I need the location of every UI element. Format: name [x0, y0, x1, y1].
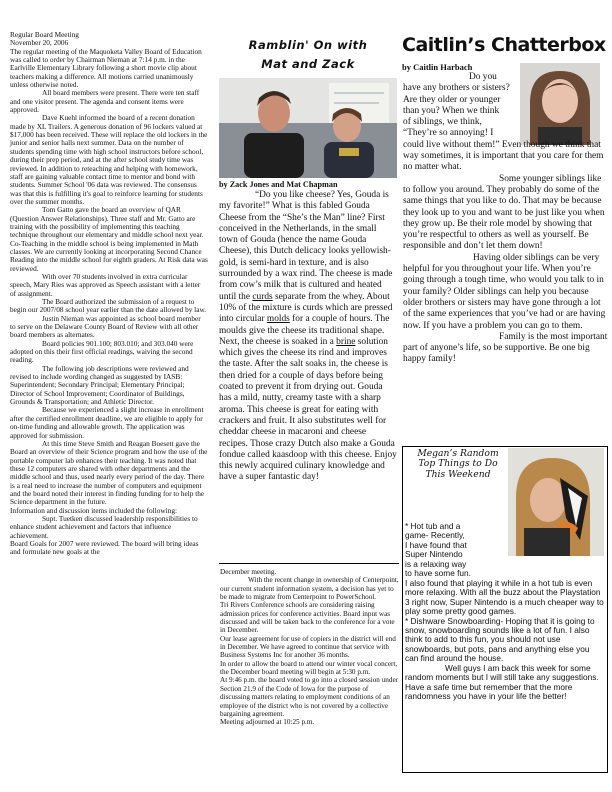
board-meeting-paragraph: Board policies 901.100; 803.010; and 303.040 were adopted on this their first official readings, waiving the second reading. [10, 338, 194, 365]
board-meeting-date: November 20, 2006 [10, 38, 69, 48]
chatterbox-line: “They’re so annoying! I [403, 128, 494, 139]
ramblin-heading [218, 36, 398, 74]
top-things-line: game- Recently, [405, 530, 465, 541]
board-meeting-column [10, 31, 208, 557]
december-paragraph: In order to allow the board to attend our winter vocal concert, the December board meeting will begin at 5:30 p.m. [220, 659, 398, 677]
top-things-title-line: This Weekend [425, 468, 491, 480]
board-meeting-paragraph: Tom Gatto gave the board an overview of QAR (Question Answer Relationships). Three staff and Mr. Gatto are training with the possibility of implementing this teaching technique throughout our elementary and middle school next year. Co-Teaching in the middle school is being implemented in Math classes. We are currently looking at incorporating Second Chance Reading into the middle school for eighth graders. At Risk data was reviewed. [10, 205, 208, 273]
board-meeting-paragraph: With over 70 students involved in extra curricular speech, Mary Ries was approved as Speech assistant with a letter of assignment. [10, 271, 201, 298]
top-things-paragraph: I also found that playing it while in a hot tub is even more relaxing. With all the buzz about the Playstation 3 right now, Super Nintendo is a much cheaper way to play some pretty good games. [405, 577, 604, 617]
ramblin-byline: by Zack Jones and Mat Chapman [219, 180, 338, 189]
top-things-line: Super Nintendo [405, 549, 463, 560]
top-things-line: I have found that [405, 539, 467, 550]
board-meeting-title: Regular Board Meeting [10, 30, 79, 39]
underlined-term: brine [336, 336, 356, 347]
top-things-line: is a relaxing way [405, 558, 467, 569]
top-things-text [405, 522, 605, 702]
chatterbox-line: have any brothers or sisters? [403, 83, 510, 94]
chatterbox-byline: by Caitlin Harbach [402, 62, 473, 72]
article-text-segment: separate from the whey. About 10% of the mixture is curds which are pressed into circular [219, 291, 393, 325]
board-meeting-paragraph: Because we experienced a slight increase in enrollment after the certified enrollment deadline, we are eligible to apply for on-time funding and allowable growth. The application was approved for submission. [10, 405, 204, 440]
underlined-term: molds [266, 314, 290, 325]
december-paragraph: With the recent change in ownership of Centerpoint, our current student information system, a decision has yet to be made to migrate from Centerpoint to PowerSchool. [220, 576, 399, 602]
december-column [220, 568, 400, 727]
chatterbox-paragraph: Having older siblings can be very helpful for you throughout your life. When you’re going through a tough time, who would you talk to in your family? Older siblings can help you because older brothers or sisters may have gone through a lot of the same experiences that you’ve had or are having now. If you have a problem you can go to them. [403, 252, 606, 331]
top-things-title-line: Top Things to Do [418, 458, 498, 470]
top-things-title-line: Megan’s Random [417, 448, 499, 459]
top-things-line: * Hot tub and a [405, 521, 461, 531]
board-meeting-paragraph: The Board authorized the submission of a request to begin our 2007/08 school year earlier than the date allowed by law. [10, 297, 207, 315]
board-meeting-paragraph: Dave Kuehl informed the board of a recent donation made by XL Trailers. A generous donation of 96 lockers valued at $17,000 has been received. These will replace the old lockers in the junior and senior halls next summer. Data on the number of students spending time with high school instructors before school, during their prep period, and at the after school study time was reviewed. In addition to reteaching and helping with homework, staff are gaining valuable contact time to mentor and bond with students. Summer School '06 data was reviewed. The consensus was that this is fulfilling it's goal to reinforce learning for students over the summer months. [10, 113, 208, 206]
december-paragraph: December meeting. [220, 568, 277, 576]
ramblin-heading-line1: Ramblin' On with [248, 38, 368, 52]
top-things-title [410, 449, 506, 480]
december-paragraph: Our lease agreement for use of copiers in the district will end in December. We have agreed to continue that service with Business Systems Inc for another 36 months. [220, 634, 396, 660]
chatterbox-line: than you? When we think [403, 105, 500, 116]
ramblin-article-text [219, 190, 397, 484]
december-paragraph: At 9:46 p.m. the board voted to go into a closed session under Section 21.9 of the Code of Iowa for the purpose of discussing matters relating to employment conditions of an employee of the district who is not covered by a collective bargaining agreement. [220, 676, 399, 718]
board-meeting-paragraph: Information and discussion items included the following: [10, 505, 177, 515]
chatterbox-paragraph: Some younger siblings like to follow you around. They probably do some of the same things that you like to do. That may be because they look up to you and want to be just like you when they grow up. Be their role model by showing that you’re respectful to others as well as yourself. Be responsible and don’t let them down! [403, 173, 605, 252]
article-text-segment: solution which gives the cheese its rind and improves the taste. After the salt soaks in, the cheese is then dried for a couple of days before being coated to prevent it from drying out. Gouda has a mild, nutty, creamy taste with a sharp aroma. This cheese is great for eating with crackers and fruit. It also substitutes well for cheddar cheese in macaroni and cheese recipes. Those crazy Dutch also make a Gouda fondue called kaasdoop with this cheese. Enjoy this newly acquired culinary knowledge and have a super fantastic day! [219, 336, 397, 483]
top-things-paragraph: Well guys I am back this week for some random moments but I will still take any suggestions. Have a safe time but remember that the more randomness you have in your life the better! [405, 662, 599, 702]
underlined-term: curds [252, 291, 273, 302]
board-meeting-paragraph: At this time Steve Smith and Reagan Boesett gave the Board an overview of their Science program and how the use of the portable computer lab enhances their teaching. It was noted that these 12 computers are shared with other departments and the middle school and thus, used nearly every period of the day. There is a real need to increase the number of computers and equipment and the board noted their interest in finding funding for to help the Science department in the future. [10, 438, 208, 507]
chatterbox-line: Are they older or younger [403, 94, 501, 105]
chatterbox-line: Do you [469, 72, 497, 82]
december-paragraph: Tri Rivers Conference schools are considering raising admission prices for conference activities. Board input was discussed and will be taken back to the conference for a vote in December. [220, 601, 395, 635]
top-things-line: to have some fun. [405, 568, 471, 579]
chatterbox-line: could live without them!” Even though we think that way sometimes, it is important that you care for them no matter what. [403, 139, 604, 173]
chatterbox-paragraph: Family is the most important part of anyone’s life, so be supportive. Be one big happy family! [403, 331, 608, 365]
board-meeting-paragraph: All board members were present. There were ten staff and one visitor present. The agenda and consent items were approved. [10, 88, 200, 115]
ramblin-photo [219, 78, 397, 178]
december-paragraph: Meeting adjourned at 10:25 p.m. [220, 718, 315, 727]
board-meeting-paragraph: Justin Nieman was appointed as school board member to serve on the Delaware County Board of Review with all other board members as alternates. [10, 313, 201, 340]
board-meeting-body [10, 48, 208, 557]
article-text-segment: “Do you like cheese? Yes, Gouda is my favorite!” What is this fabled Gouda Cheese from the “She’s the Man” line? First conceived in the Netherlands, in the small town of Gouda (hence the name Gouda Cheese), this Dutch delicacy looks yellowish-gold, is semi-hard in texture, and is also surrounded by a wax rind. The cheese is made from cow’s milk that is cultured and heated until the [219, 190, 393, 302]
chatterbox-title: Caitlin’s Chatterbox [402, 34, 606, 56]
board-meeting-paragraph: The following job descriptions were reviewed and revised to include wording changed as suggested by IASB: Superintendent; Secondary Principal; Elementary Principal; Director of School Improvement; Coordinator of Buildings, Grounds & Transportation; and Athletic Director. [10, 363, 189, 407]
ramblin-heading-line2: Mat and Zack [261, 57, 355, 71]
chatterbox-line: of siblings, we think, [403, 117, 482, 128]
board-meeting-paragraph: Board Goals for 2007 were reviewed. The board will bring ideas and formulate new goals at the [10, 538, 199, 557]
top-things-paragraph: * Dishware Snowboarding- Hoping that it is going to snow, snowboarding sounds like a lot of fun. I also think to add to this fun, you should not use snowboards, but pots, pans and anything else you can find around the house. [405, 615, 595, 664]
ramblin-article [219, 190, 397, 484]
board-meeting-paragraph: Supt. Tuetken discussed leadership responsibilities to enhance student achievement and factors that influence achievement. [10, 513, 198, 540]
article-text-segment: for a couple of hours. The moulds give the cheese its traditional shape. Next, the cheese is soaked in a [219, 314, 390, 347]
chatterbox-article [403, 72, 608, 366]
board-meeting-paragraph: The regular meeting of the Maquoketa Valley Board of Education was called to order by Chairman Nieman at 7:14 p.m. in the Earlville Elementary Library following a short movie clip about teachers making a difference. All motions carried unanimously unless otherwise noted. [10, 46, 202, 90]
section-divider [219, 563, 399, 564]
